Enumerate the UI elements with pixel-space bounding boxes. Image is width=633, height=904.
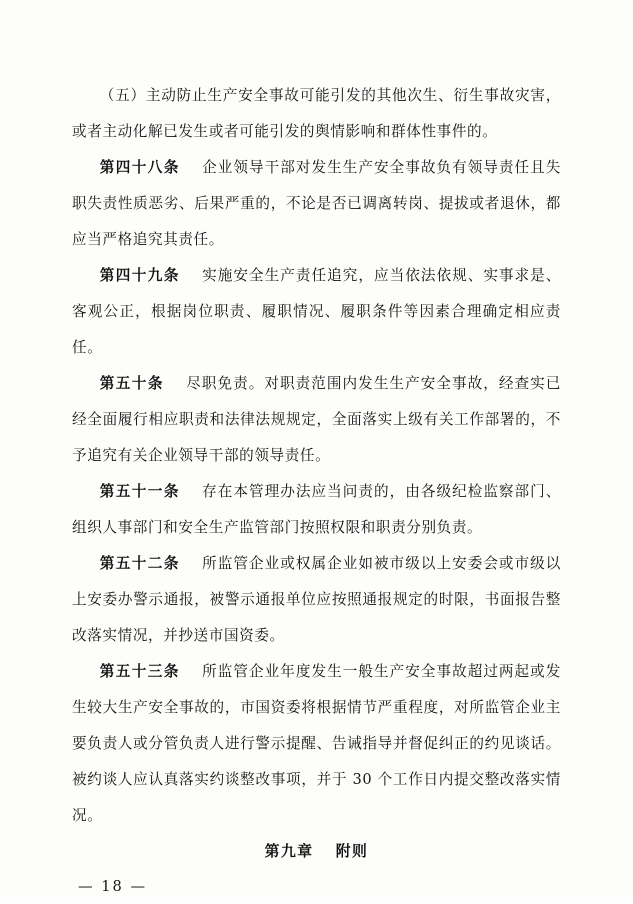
article-52 [72, 546, 561, 654]
article-49-label: 第四十九条 [99, 267, 180, 284]
article-50-text: 尽职免责。对职责范围内发生生产安全事故，经查实已经全面履行相应职责和法律法规规定，全面落实上级有关工作部署的，不予追究有关企业领导干部的领导责任。 [72, 375, 561, 464]
chapter-number: 第九章 [264, 843, 314, 860]
article-49 [72, 258, 561, 366]
article-50 [72, 366, 561, 474]
article-51-text: 存在本管理办法应当问责的，由各级纪检监察部门、组织人事部门和安全生产监管部门按照权限和职责分别负责。 [72, 483, 561, 536]
article-48-text: 企业领导干部对发生生产安全事故负有领导责任且失职失责性质恶劣、后果严重的，不论是否已调离转岗、提拔或者退休，都应当严格追究其责任。 [72, 159, 561, 248]
document-body [72, 78, 561, 904]
article-51 [72, 474, 561, 546]
chapter-heading [72, 834, 561, 870]
article-49-text: 实施安全生产责任追究，应当依法依规、实事求是、客观公正，根据岗位职责、履职情况、履职条件等因素合理确定相应责任。 [72, 267, 561, 356]
chapter-title: 附则 [335, 843, 369, 860]
article-48 [72, 150, 561, 258]
paragraph-item-5: （五）主动防止生产安全事故可能引发的其他次生、衍生事故灾害，或者主动化解已发生或者可能引发的舆情影响和群体性事件的。 [72, 87, 561, 140]
article-53-text: 所监管企业年度发生一般生产安全事故超过两起或发生较大生产安全事故的，市国资委将根据情节严重程度，对所监管企业主要负责人或分管负责人进行警示提醒、告诫指导并督促纠正的约见谈话。被约谈人应认真落实约谈整改事项，并于 30 个工作日内提交整改落实情况。 [72, 663, 561, 824]
page-number: — 18 — [78, 878, 148, 895]
article-53 [72, 654, 561, 834]
article-52-text: 所监管企业或权属企业如被市级以上安委会或市级以上安委办警示通报，被警示通报单位应按照通报规定的时限，书面报告整改落实情况，并抄送市国资委。 [72, 555, 561, 644]
article-53-label: 第五十三条 [99, 663, 180, 680]
article-50-label: 第五十条 [99, 375, 164, 392]
article-48-label: 第四十八条 [99, 159, 180, 176]
article-51-label: 第五十一条 [99, 483, 180, 500]
article-52-label: 第五十二条 [99, 555, 180, 572]
